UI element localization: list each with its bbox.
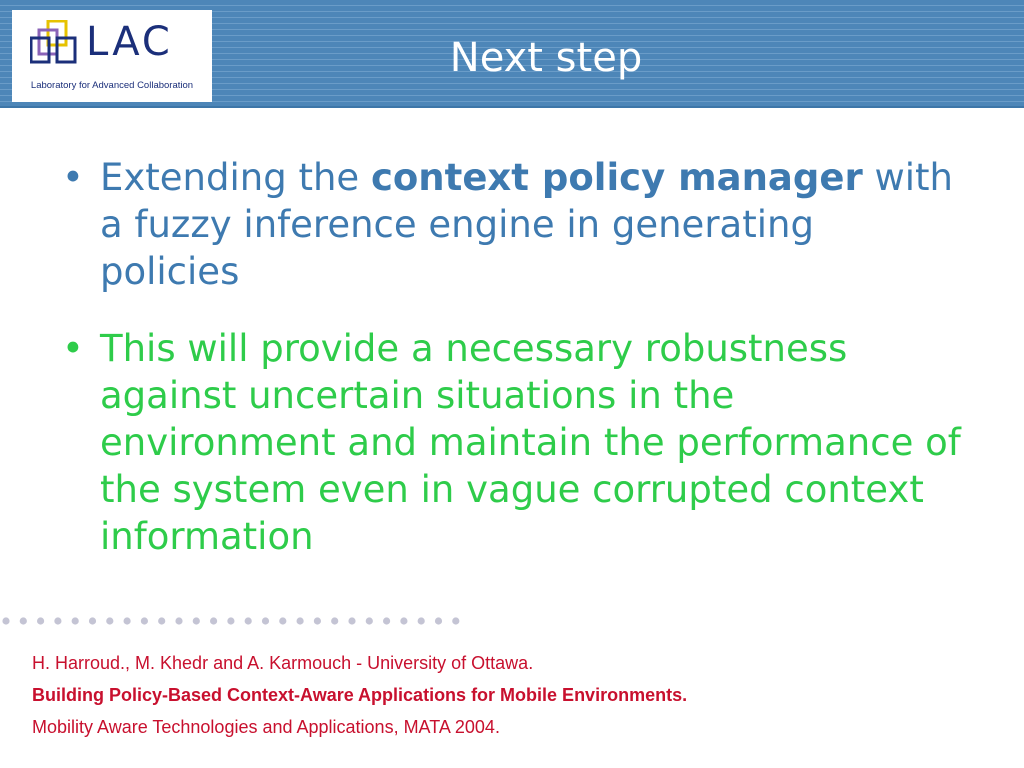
divider-dot xyxy=(227,617,234,624)
bullet-1-suffix: with a fuzzy inference engine in generating policies xyxy=(100,156,953,293)
divider-dot xyxy=(262,617,269,624)
divider-dot xyxy=(314,617,321,624)
bullet-dot-icon: • xyxy=(62,156,84,199)
divider-dot xyxy=(2,617,9,624)
dotted-divider xyxy=(0,615,470,627)
divider-dot xyxy=(106,617,113,624)
divider-dot xyxy=(452,617,459,624)
divider-dot xyxy=(400,617,407,624)
divider-dot xyxy=(54,617,61,624)
bullet-1-emphasis: context policy manager xyxy=(370,156,863,199)
divider-dot xyxy=(331,617,338,624)
divider-dot xyxy=(279,617,286,624)
bullet-2-text: This will provide a necessary robustness against uncertain situations in the environment and maintain the performance of the system even in vague corrupted context information xyxy=(100,327,961,558)
bullet-dot-icon: • xyxy=(62,327,84,370)
divider-dot xyxy=(297,617,304,624)
bullet-1-prefix: Extending the xyxy=(100,156,371,199)
bullet-item xyxy=(62,154,962,295)
lac-logo-mark-icon xyxy=(30,20,78,64)
reference-title: Building Policy-Based Context-Aware Applications for Mobile Environments. xyxy=(32,685,688,705)
divider-dot xyxy=(124,617,131,624)
divider-dot xyxy=(158,617,165,624)
logo-subtitle: Laboratory for Advanced Collaboration xyxy=(30,80,194,91)
header-band xyxy=(0,0,1024,108)
divider-dot xyxy=(348,617,355,624)
divider-dot xyxy=(383,617,390,624)
reference-venue: Mobility Aware Technologies and Applications, MATA 2004. xyxy=(32,717,500,737)
reference-footer xyxy=(32,650,687,746)
slide-title: Next step xyxy=(449,35,643,81)
divider-dot xyxy=(435,617,442,624)
reference-authors: H. Harroud., M. Khedr and A. Karmouch - University of Ottawa. xyxy=(32,653,534,673)
divider-dot xyxy=(175,617,182,624)
divider-dot xyxy=(210,617,217,624)
bullet-list xyxy=(62,154,962,590)
lac-logo xyxy=(12,10,212,102)
logo-text: LAC xyxy=(86,19,173,65)
divider-dot xyxy=(366,617,373,624)
divider-dot xyxy=(20,617,27,624)
divider-dot xyxy=(89,617,96,624)
divider-dot xyxy=(72,617,79,624)
bullet-item xyxy=(62,325,962,560)
divider-dot xyxy=(193,617,200,624)
divider-dot xyxy=(245,617,252,624)
divider-dot xyxy=(37,617,44,624)
divider-dot xyxy=(418,617,425,624)
divider-dot xyxy=(141,617,148,624)
